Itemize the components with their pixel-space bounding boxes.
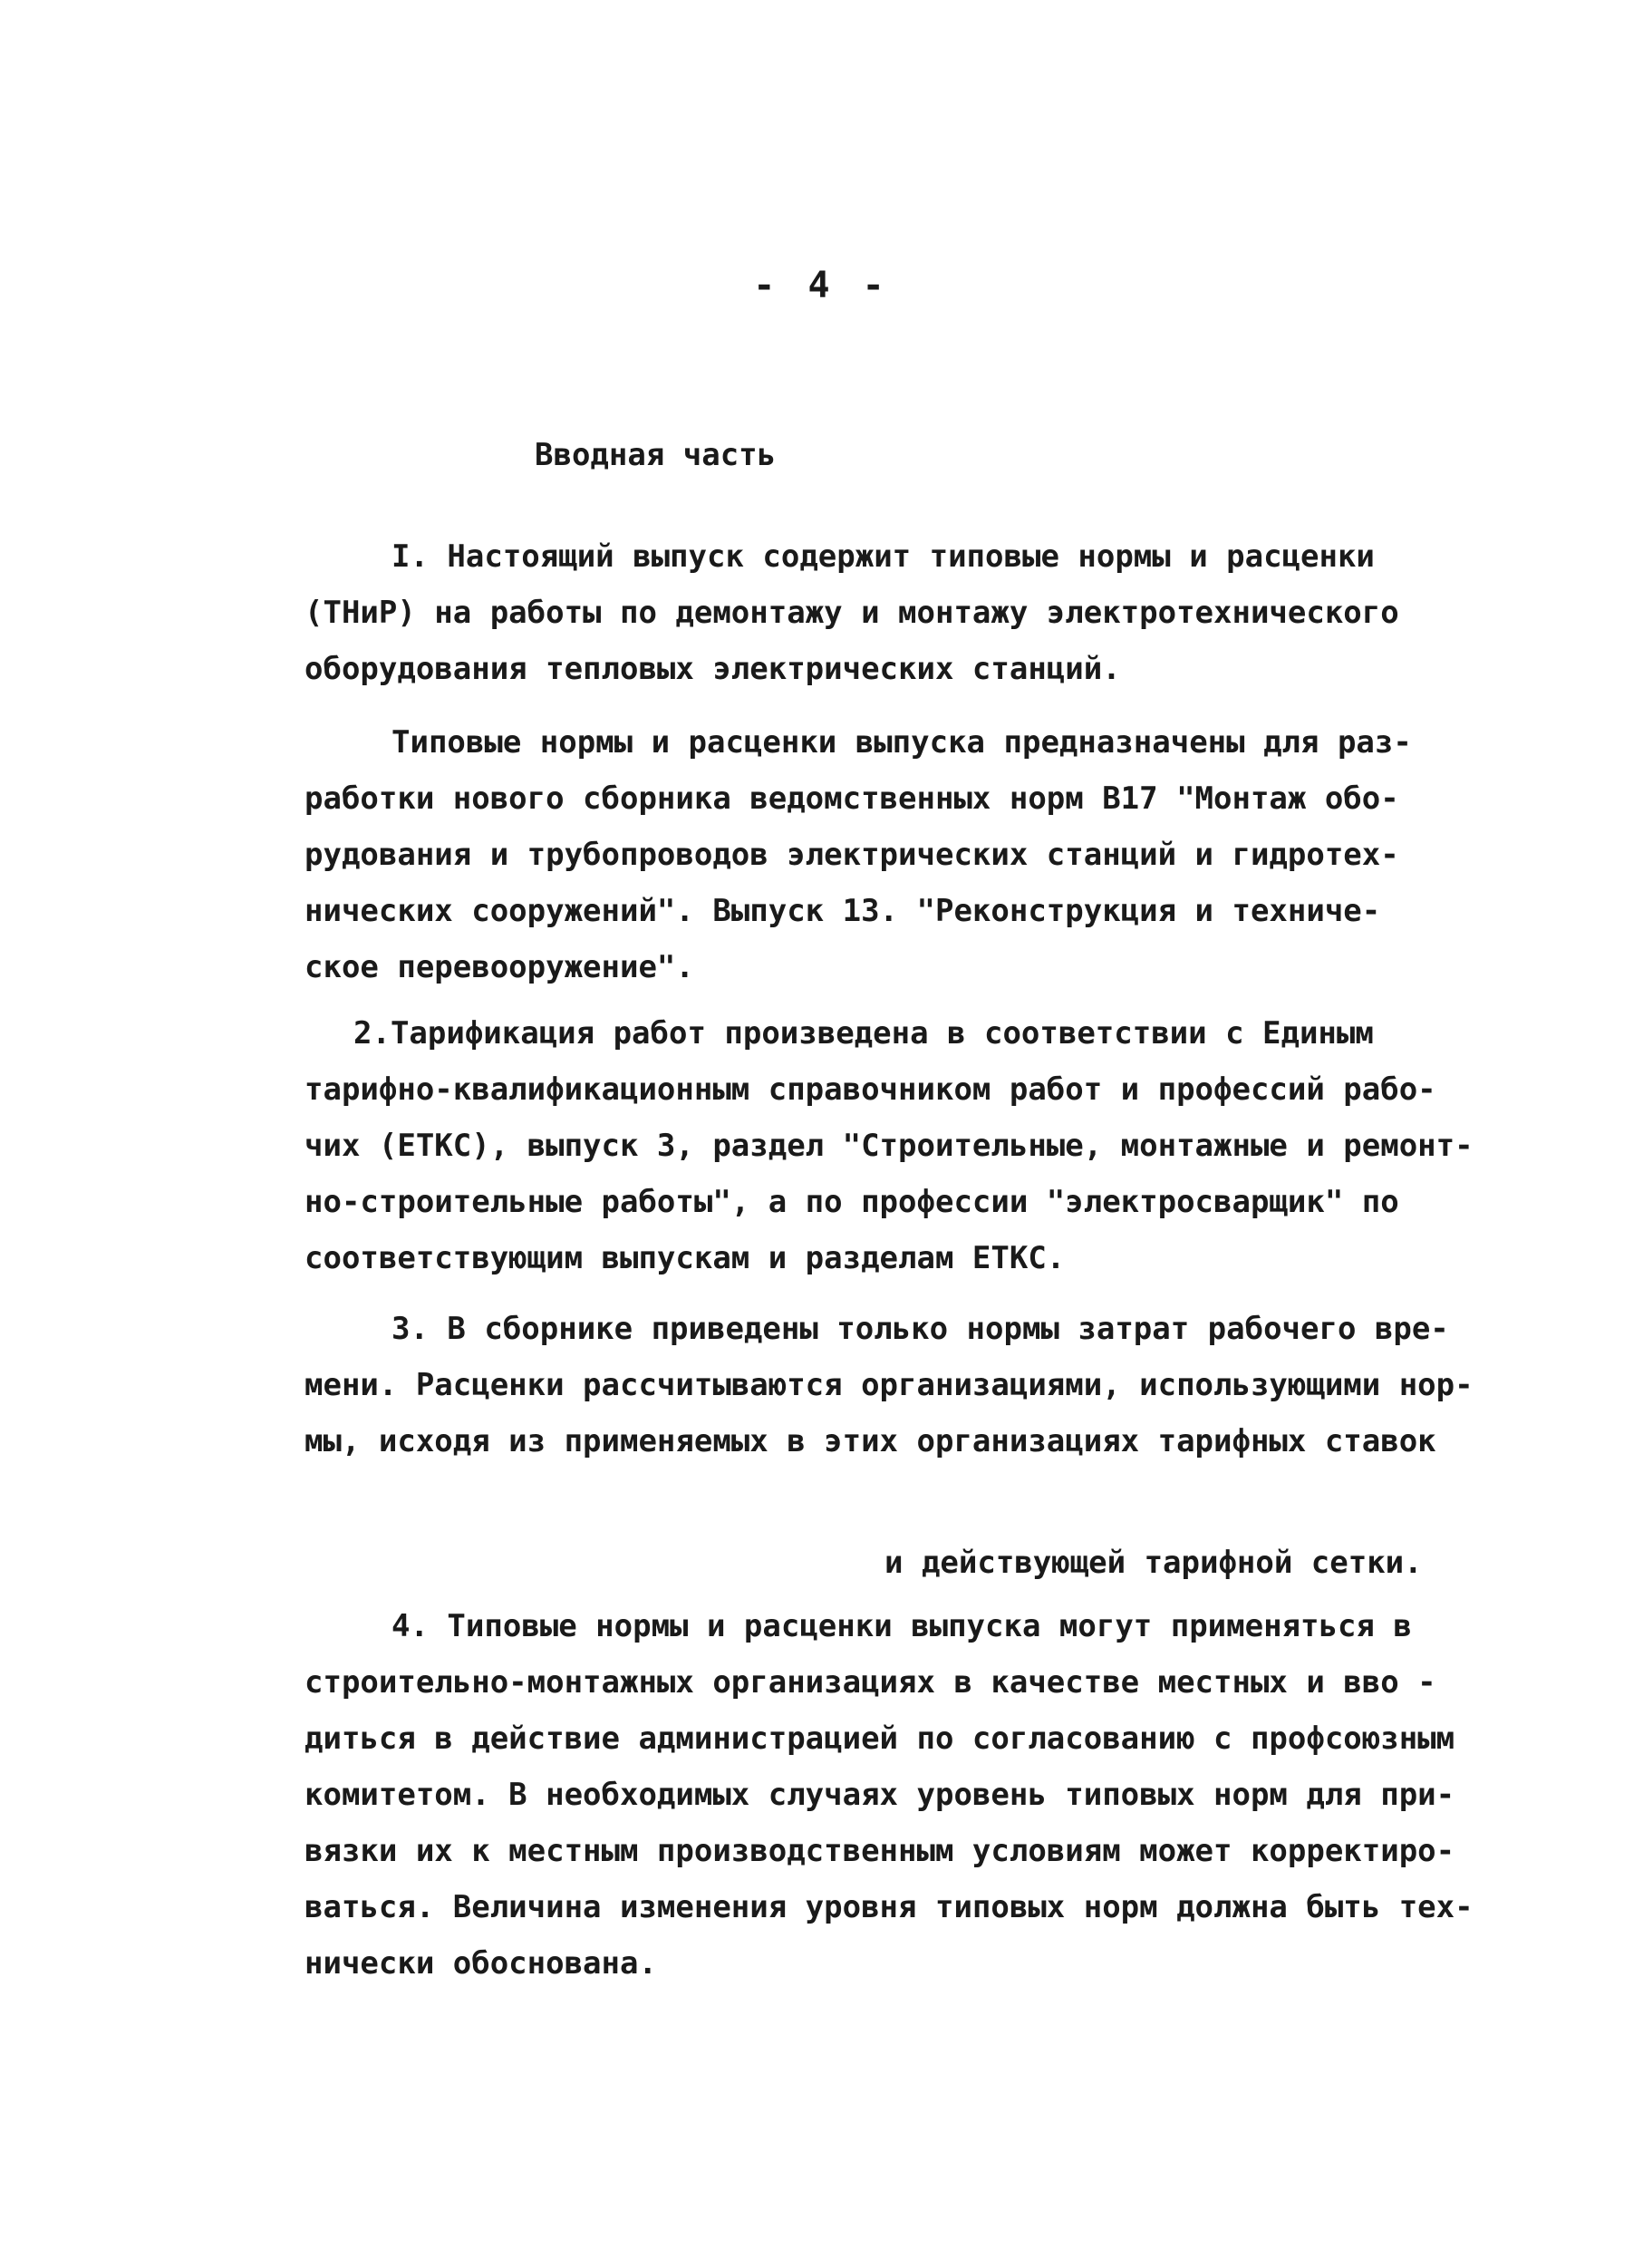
text-line: 2.Тарификация работ произведена в соответствии с Единым bbox=[353, 1015, 1374, 1052]
text-line: Типовые нормы и расценки выпуска предназначены для раз- bbox=[391, 724, 1412, 761]
text-line: мы, исходя из применяемых в этих организациях тарифных ставок bbox=[304, 1423, 1436, 1459]
page-number: - 4 - bbox=[753, 265, 890, 306]
text-line: работки нового сборника ведомственных норм В17 "Монтаж обо- bbox=[304, 780, 1399, 817]
text-line: 3. В сборнике приведены только нормы затрат рабочего вре- bbox=[391, 1311, 1449, 1347]
text-line: I. Настоящий выпуск содержит типовые нормы и расценки bbox=[391, 538, 1375, 575]
text-line: нически обоснована. bbox=[304, 1945, 657, 1982]
text-line: комитетом. В необходимых случаях уровень типовых норм для при- bbox=[304, 1777, 1455, 1813]
text-line: соответствующим выпускам и разделам ЕТКС. bbox=[304, 1240, 1066, 1276]
text-line: тарифно-квалификационным справочником работ и профессий рабо- bbox=[304, 1071, 1436, 1108]
text-line: чих (ЕТКС), выпуск 3, раздел "Строительные, монтажные и ремонт- bbox=[304, 1128, 1474, 1164]
text-line: оборудования тепловых электрических станций. bbox=[304, 651, 1121, 687]
text-line: и действующей тарифной сетки. bbox=[884, 1545, 1423, 1581]
text-line: но-строительные работы", а по профессии "электросварщик" по bbox=[304, 1184, 1399, 1220]
text-line: нических сооружений". Выпуск 13. "Реконструкция и техниче- bbox=[304, 893, 1381, 929]
text-line: диться в действие администрацией по согласованию с профсоюзным bbox=[304, 1720, 1455, 1757]
text-line: строительно-монтажных организациях в качестве местных и вво - bbox=[304, 1664, 1436, 1701]
text-line: 4. Типовые нормы и расценки выпуска могут применяться в bbox=[391, 1608, 1412, 1644]
text-line: вязки их к местным производственным условиям может корректиро- bbox=[304, 1833, 1455, 1869]
text-line: рудования и трубопроводов электрических станций и гидротех- bbox=[304, 837, 1399, 873]
text-line: (ТНиР) на работы по демонтажу и монтажу электротехнического bbox=[304, 595, 1399, 631]
text-line: ваться. Величина изменения уровня типовых норм должна быть тех- bbox=[304, 1889, 1474, 1925]
text-line: мени. Расценки рассчитываются организациями, использующими нор- bbox=[304, 1367, 1474, 1403]
text-line: ское перевооружение". bbox=[304, 949, 694, 985]
section-heading: Вводная часть bbox=[535, 437, 777, 473]
